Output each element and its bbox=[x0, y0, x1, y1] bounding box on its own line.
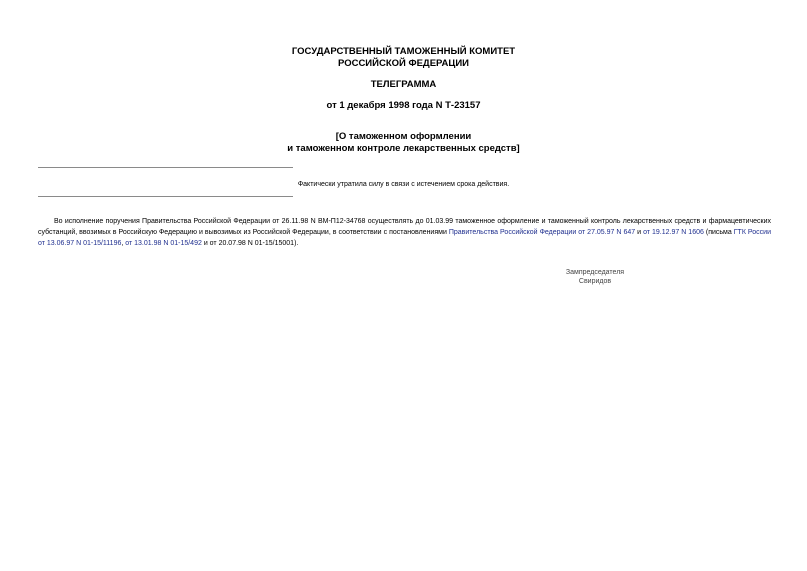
document-title bbox=[0, 131, 807, 155]
body-text-part: и от 20.07.98 N 01-15/15001). bbox=[201, 240, 299, 247]
issuing-agency bbox=[0, 46, 807, 70]
divider-top bbox=[38, 167, 293, 168]
agency-line-1: ГОСУДАРСТВЕННЫЙ ТАМОЖЕННЫЙ КОМИТЕТ bbox=[291, 46, 516, 57]
link-resolution-1606[interactable]: от 19.12.97 N 1606 bbox=[643, 229, 704, 236]
status-note: Фактически утратила силу в связи с истечением срока действия. bbox=[297, 181, 510, 188]
divider-bottom bbox=[38, 196, 293, 197]
link-government-resolution-647[interactable]: Правительства Российской Федерации от 27.05.97 N 647 bbox=[448, 229, 636, 236]
signature-role: Зампредседателя bbox=[565, 269, 625, 276]
body-text-part: и bbox=[635, 229, 644, 236]
title-line-1: [О таможенном оформлении bbox=[335, 131, 472, 142]
link-letter-492[interactable]: от 13.01.98 N 01-15/492 bbox=[125, 240, 202, 247]
body-paragraph bbox=[38, 216, 771, 249]
document-date: от 1 декабря 1998 года N Т-23157 bbox=[326, 100, 481, 111]
signature-name: Свиридов bbox=[578, 278, 612, 285]
link-gtk-letter-11196[interactable]: ГТК России от 13.06.97 N 01-15/11196 bbox=[38, 229, 771, 247]
title-line-2: и таможенном контроле лекарственных средств] bbox=[287, 143, 520, 154]
document-type: ТЕЛЕГРАММА bbox=[370, 79, 437, 90]
agency-line-2: РОССИЙСКОЙ ФЕДЕРАЦИИ bbox=[337, 58, 469, 69]
body-text-part: (письма bbox=[703, 229, 734, 236]
signature-block bbox=[540, 268, 650, 286]
body-text-part: Во исполнение поручения Правительства Российской Федерации от 26.11.98 N ВМ-П12-34768 осуществлять до 01.03.99 таможенное оформление и таможенный контроль лекарственных средств и фармацевтических субстанций, ввозимых в Российскую Федерацию и вывозимых из Российской Федерации, в соответствии с постановлениями bbox=[38, 218, 771, 236]
body-text-part: , bbox=[121, 240, 126, 247]
